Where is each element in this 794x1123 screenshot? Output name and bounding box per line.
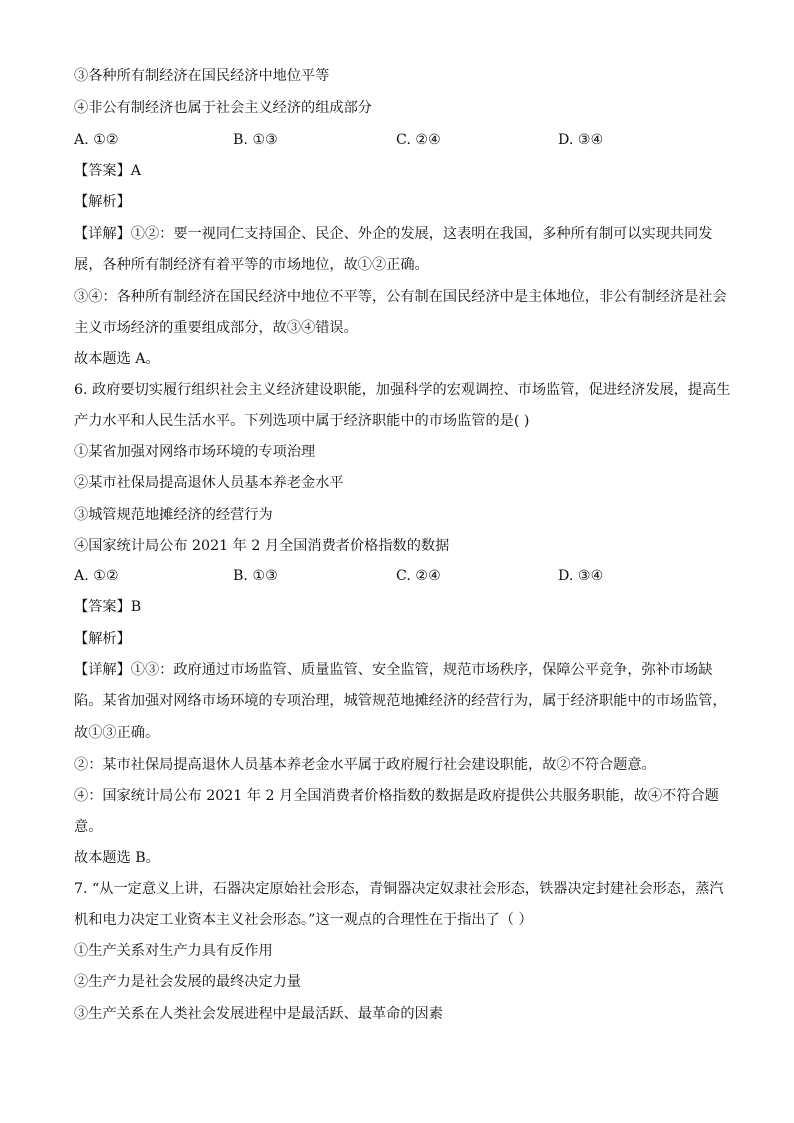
q6-detail-line: 意。 [74, 819, 103, 835]
q6-options [74, 566, 724, 586]
q6-stem-line: 产力水平和人民生活水平。下列选项中属于经济职能中的市场监管的是( ) [74, 413, 530, 429]
q6-statement-4: ④国家统计局公布 2021 年 2 月全国消费者价格指数的数据 [74, 538, 450, 554]
q5-detail-line: 展，各种所有制经济有着平等的市场地位，故①②正确。 [74, 257, 429, 273]
q7-stem-line: 机和电力决定工业资本主义社会形态。”这一观点的合理性在于指出了（ ） [74, 912, 533, 928]
q5-option-d: D. ③④ [558, 132, 604, 148]
q6-option-b: B. ①③ [233, 568, 278, 584]
q6-option-d: D. ③④ [558, 568, 604, 584]
q7-statement-1: ①生产关系对生产力具有反作用 [74, 943, 273, 959]
q5-option-c: C. ②④ [396, 132, 441, 148]
q5-detail-line: 主义市场经济的重要组成部分，故③④错误。 [74, 320, 358, 336]
q5-detail-line: ③④：各种所有制经济在国民经济中地位不平等，公有制在国民经济中是主体地位，非公有制经济是社会 [74, 289, 727, 305]
q5-answer: 【答案】A [74, 163, 141, 179]
q5-analysis-heading: 【解析】 [74, 194, 131, 210]
q6-stem-line: 6. 政府要切实履行组织社会主义经济建设职能，加强科学的宏观调控、市场监管，促进经济发展，提高生 [74, 382, 731, 398]
q6-detail-line: 故①③正确。 [74, 725, 160, 741]
q5-statement-3: ③各种所有制经济在国民经济中地位平等 [74, 68, 330, 84]
q6-detail-line: ④：国家统计局公布 2021 年 2 月全国消费者价格指数的数据是政府提供公共服务职能，故④不符合题 [74, 788, 719, 804]
q5-conclusion: 故本题选 A。 [74, 351, 160, 367]
q5-option-a: A. ①② [74, 132, 119, 148]
q7-statement-3: ③生产关系在人类社会发展进程中是最活跃、最革命的因素 [74, 1006, 443, 1022]
q6-answer: 【答案】B [74, 599, 142, 615]
q6-detail-line: ②：某市社保局提高退休人员基本养老金水平属于政府履行社会建设职能，故②不符合题意。 [74, 757, 656, 773]
q6-detail-line: 【详解】①③：政府通过市场监管、质量监管、安全监管，规范市场秩序，保障公平竞争，弥补市场缺 [74, 662, 713, 678]
q6-statement-2: ②某市社保局提高退休人员基本养老金水平 [74, 475, 344, 491]
q6-analysis-heading: 【解析】 [74, 631, 131, 647]
q5-detail-line: 【详解】①②：要一视同仁支持国企、民企、外企的发展，这表明在我国，多种所有制可以实现共同发 [74, 226, 713, 242]
q6-statement-1: ①某省加强对网络市场环境的专项治理 [74, 444, 316, 460]
q6-statement-3: ③城管规范地摊经济的经营行为 [74, 507, 273, 523]
q7-stem-line: 7. “从一定意义上讲，石器决定原始社会形态，青铜器决定奴隶社会形态，铁器决定封建社会形态，蒸汽 [74, 881, 724, 897]
q7-statement-2: ②生产力是社会发展的最终决定力量 [74, 974, 302, 990]
q6-option-a: A. ①② [74, 568, 119, 584]
q5-options [74, 130, 724, 150]
q5-statement-4: ④非公有制经济也属于社会主义经济的组成部分 [74, 100, 372, 116]
q6-detail-line: 陷。某省加强对网络市场环境的专项治理，城管规范地摊经济的经营行为，属于经济职能中的市场监管， [74, 693, 727, 709]
q6-conclusion: 故本题选 B。 [74, 850, 160, 866]
q5-option-b: B. ①③ [233, 132, 278, 148]
q6-option-c: C. ②④ [396, 568, 441, 584]
